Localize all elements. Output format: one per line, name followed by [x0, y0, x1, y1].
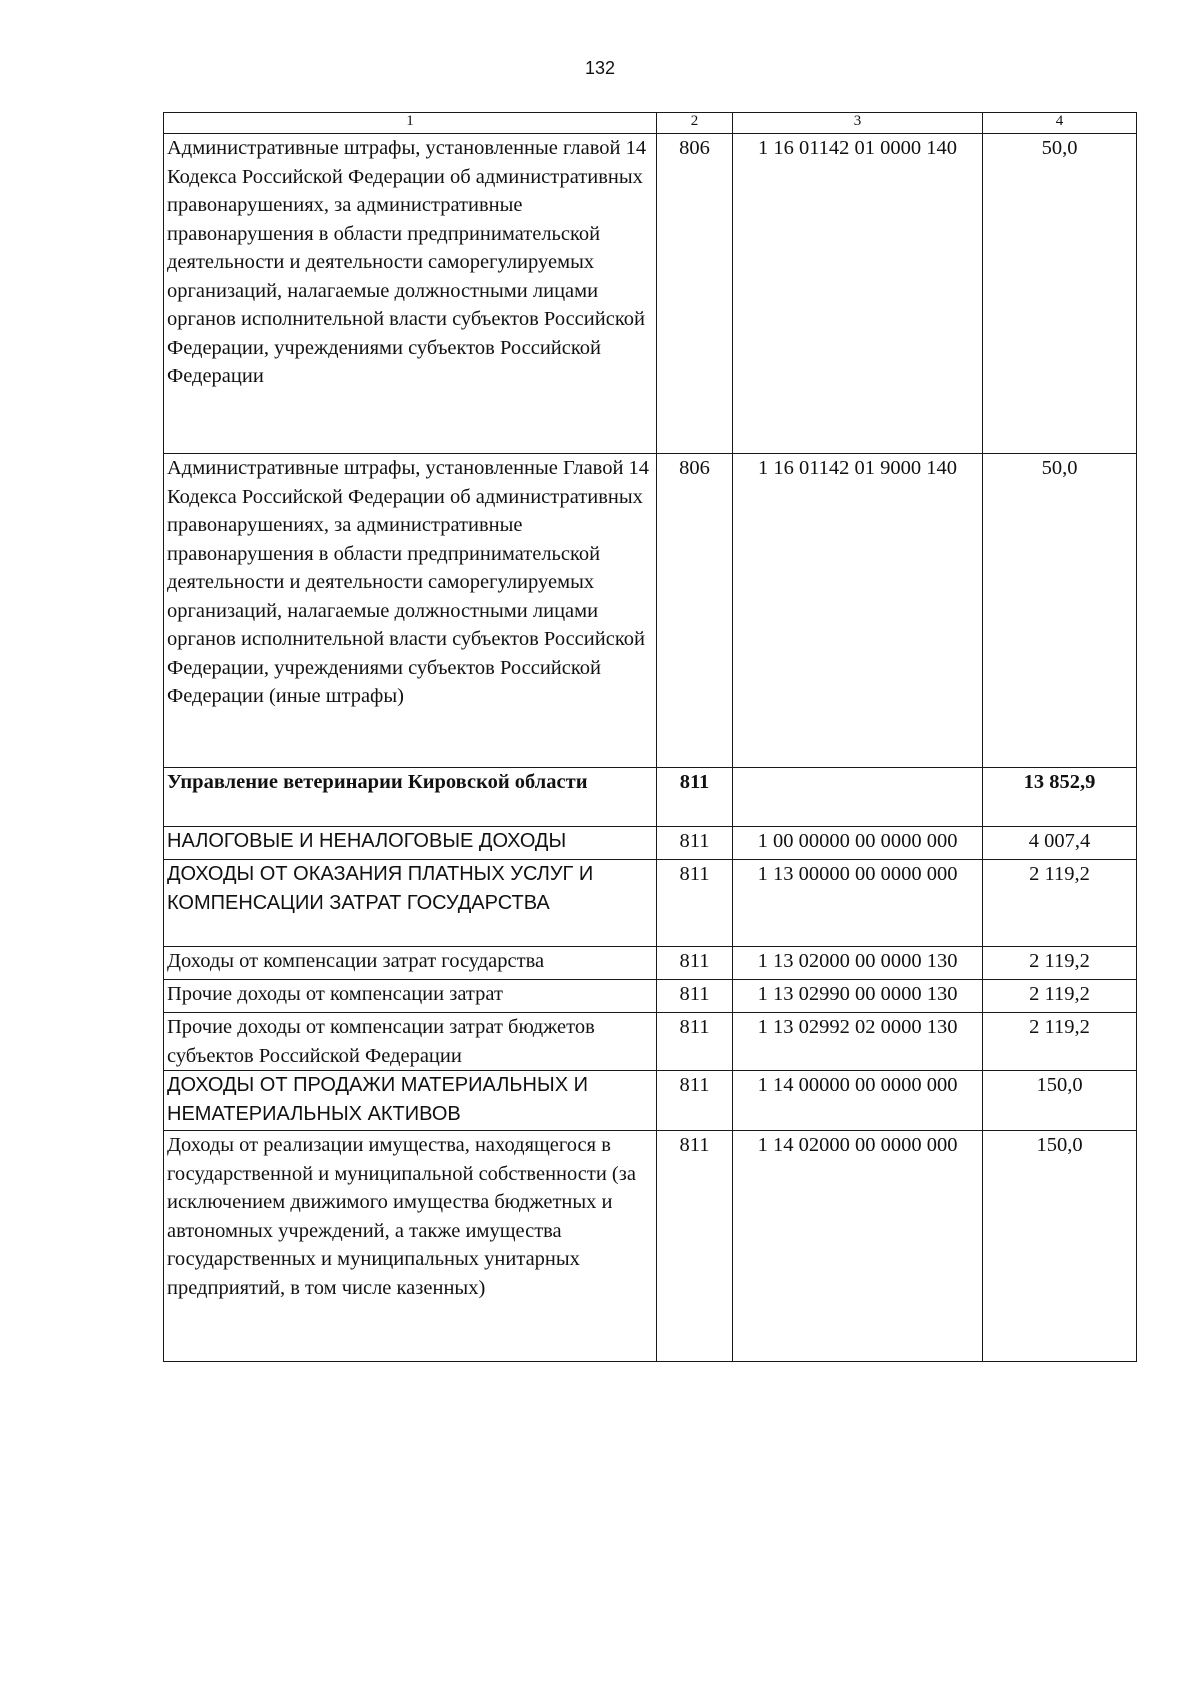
column-header-2: 2	[657, 113, 733, 134]
row-admin-code: 811	[657, 980, 733, 1013]
row-amount: 150,0	[983, 1071, 1137, 1131]
table-row	[164, 768, 1137, 827]
row-admin-code: 811	[657, 1013, 733, 1071]
table-row	[164, 827, 1137, 860]
table-row	[164, 980, 1137, 1013]
row-admin-code: 806	[657, 454, 733, 768]
row-budget-code: 1 16 01142 01 0000 140	[733, 134, 983, 454]
revenue-table	[163, 112, 1137, 1362]
row-budget-code: 1 16 01142 01 9000 140	[733, 454, 983, 768]
row-admin-code: 811	[657, 1131, 733, 1362]
table-row	[164, 1013, 1137, 1071]
row-amount: 50,0	[983, 454, 1137, 768]
row-name: Административные штрафы, установленные главой 14 Кодекса Российской Федерации об административных правонарушениях, за административные правонарушения в области предпринимательской деятельности и деятельности саморегулируемых организаций, налагаемые должностными лицами органов исполнительной власти субъектов Российской Федерации, учреждениями субъектов Российской Федерации	[164, 134, 657, 454]
column-number-row	[164, 113, 1137, 134]
row-budget-code: 1 13 02992 02 0000 130	[733, 1013, 983, 1071]
row-name: Управление ветеринарии Кировской области	[164, 768, 657, 827]
row-amount: 2 119,2	[983, 860, 1137, 947]
table-row	[164, 134, 1137, 454]
row-name: Прочие доходы от компенсации затрат	[164, 980, 657, 1013]
row-amount: 2 119,2	[983, 1013, 1137, 1071]
row-budget-code	[733, 768, 983, 827]
row-admin-code: 811	[657, 860, 733, 947]
column-header-3: 3	[733, 113, 983, 134]
row-admin-code: 811	[657, 827, 733, 860]
table-row	[164, 947, 1137, 980]
row-amount: 13 852,9	[983, 768, 1137, 827]
table-row	[164, 454, 1137, 768]
row-name: Доходы от реализации имущества, находящегося в государственной и муниципальной собственности (за исключением движимого имущества бюджетных и автономных учреждений, а также имущества государственных и муниципальных унитарных предприятий, в том числе казенных)	[164, 1131, 657, 1362]
row-budget-code: 1 13 02000 00 0000 130	[733, 947, 983, 980]
row-admin-code: 811	[657, 947, 733, 980]
row-name: НАЛОГОВЫЕ И НЕНАЛОГОВЫЕ ДОХОДЫ	[164, 827, 657, 860]
column-header-4: 4	[983, 113, 1137, 134]
row-amount: 2 119,2	[983, 947, 1137, 980]
row-amount: 50,0	[983, 134, 1137, 454]
row-budget-code: 1 14 02000 00 0000 000	[733, 1131, 983, 1362]
row-name: Прочие доходы от компенсации затрат бюджетов субъектов Российской Федерации	[164, 1013, 657, 1071]
row-budget-code: 1 13 02990 00 0000 130	[733, 980, 983, 1013]
row-amount: 4 007,4	[983, 827, 1137, 860]
row-budget-code: 1 13 00000 00 0000 000	[733, 860, 983, 947]
row-admin-code: 811	[657, 768, 733, 827]
row-budget-code: 1 14 00000 00 0000 000	[733, 1071, 983, 1131]
table-row	[164, 1071, 1137, 1131]
row-amount: 150,0	[983, 1131, 1137, 1362]
row-admin-code: 811	[657, 1071, 733, 1131]
row-budget-code: 1 00 00000 00 0000 000	[733, 827, 983, 860]
table-row	[164, 1131, 1137, 1362]
page-number: 132	[584, 58, 616, 78]
table-row	[164, 860, 1137, 947]
row-admin-code: 806	[657, 134, 733, 454]
row-name: ДОХОДЫ ОТ ПРОДАЖИ МАТЕРИАЛЬНЫХ И НЕМАТЕРИАЛЬНЫХ АКТИВОВ	[164, 1071, 657, 1131]
row-name: Доходы от компенсации затрат государства	[164, 947, 657, 980]
row-name: Административные штрафы, установленные Главой 14 Кодекса Российской Федерации об административных правонарушениях, за административные правонарушения в области предпринимательской деятельности и деятельности саморегулируемых организаций, налагаемые должностными лицами органов исполнительной власти субъектов Российской Федерации, учреждениями субъектов Российской Федерации (иные штрафы)	[164, 454, 657, 768]
column-header-1: 1	[164, 113, 657, 134]
row-amount: 2 119,2	[983, 980, 1137, 1013]
row-name: ДОХОДЫ ОТ ОКАЗАНИЯ ПЛАТНЫХ УСЛУГ И КОМПЕНСАЦИИ ЗАТРАТ ГОСУДАРСТВА	[164, 860, 657, 947]
